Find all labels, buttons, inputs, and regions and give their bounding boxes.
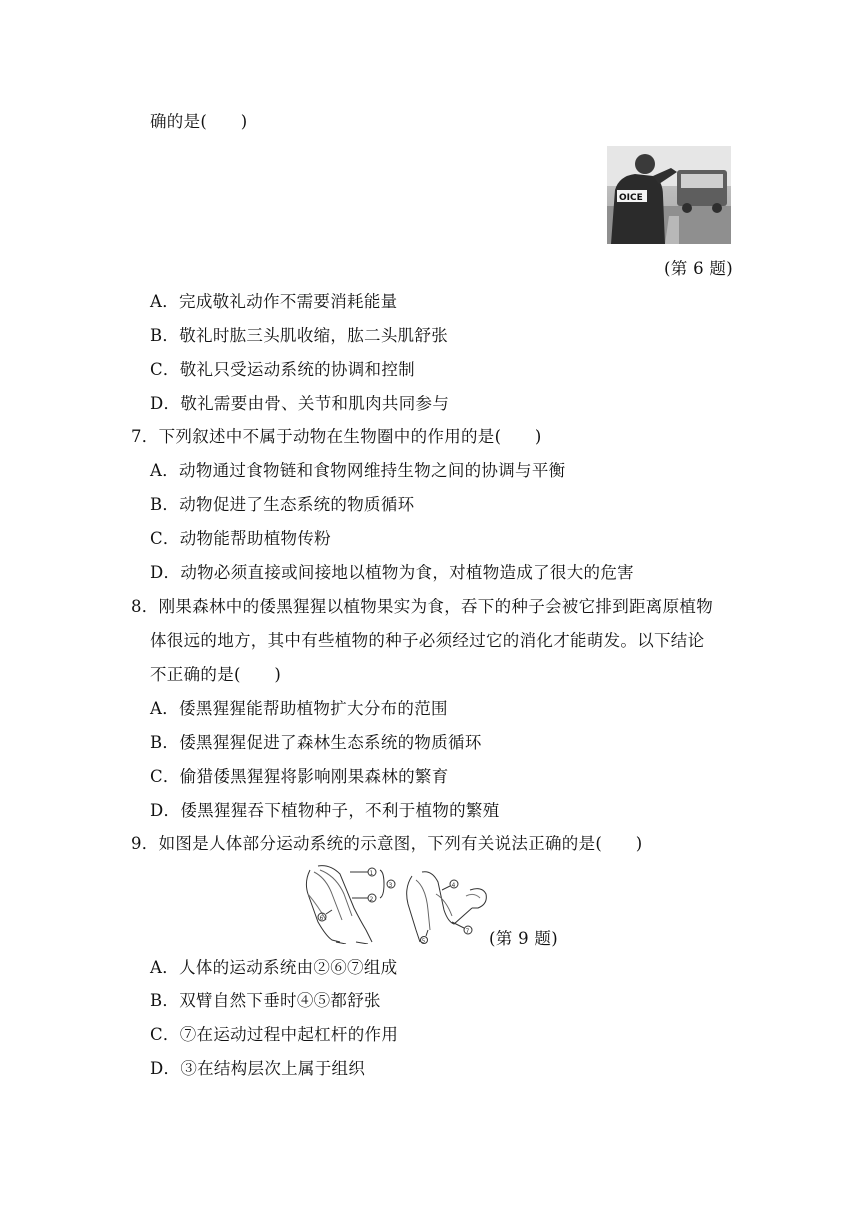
q6-option-b: B．敬礼时肱三头肌收缩，肱二头肌舒张: [150, 326, 449, 345]
police-salute-photo-image: [607, 146, 731, 244]
q8-option-d: D．倭黑猩猩吞下植物种子，不利于植物的繁殖: [150, 801, 500, 820]
q9-stem: 9．如图是人体部分运动系统的示意图，下列有关说法正确的是( ): [131, 834, 643, 853]
q6-figure-caption: (第 6 题): [664, 259, 733, 278]
q8-option-a: A．倭黑猩猩能帮助植物扩大分布的范围: [150, 699, 448, 718]
q7-option-d: D．动物必须直接或间接地以植物为食，对植物造成了很大的危害: [150, 563, 634, 582]
svg-text:2: 2: [369, 896, 374, 903]
police-salute-photo: [607, 146, 731, 244]
arm-muscle-diagram-drawing: [296, 860, 492, 944]
svg-text:4: 4: [451, 882, 456, 889]
q8-stem-line2: 体很远的地方，其中有些植物的种子必须经过它的消化才能萌发。以下结论: [150, 631, 705, 650]
svg-text:6: 6: [319, 915, 324, 922]
svg-text:3: 3: [388, 882, 393, 889]
q9-option-d: D．③在结构层次上属于组织: [150, 1059, 366, 1078]
q9-figure-caption: (第 9 题): [489, 929, 558, 948]
svg-text:5: 5: [421, 938, 426, 944]
q7-stem: 7．下列叙述中不属于动物在生物圈中的作用的是( ): [131, 427, 542, 446]
q6-stem-tail: 确的是( ): [150, 112, 248, 131]
q8-stem-line3: 不正确的是( ): [150, 665, 282, 684]
q7-option-a: A．动物通过食物链和食物网维持生物之间的协调与平衡: [150, 461, 566, 480]
q8-stem-line1: 8．刚果森林中的倭黑猩猩以植物果实为食，吞下的种子会被它排到距离原植物: [131, 597, 713, 616]
q8-option-b: B．倭黑猩猩促进了森林生态系统的物质循环: [150, 733, 482, 752]
q9-option-a: A．人体的运动系统由②⑥⑦组成: [150, 958, 398, 977]
svg-text:1: 1: [369, 870, 374, 877]
q7-option-c: C．动物能帮助植物传粉: [150, 529, 331, 548]
q6-option-d: D．敬礼需要由骨、关节和肌肉共同参与: [150, 394, 450, 413]
q9-option-b: B．双臂自然下垂时④⑤都舒张: [150, 991, 381, 1010]
q7-option-b: B．动物促进了生态系统的物质循环: [150, 495, 415, 514]
q6-option-c: C．敬礼只受运动系统的协调和控制: [150, 360, 415, 379]
q9-option-c: C．⑦在运动过程中起杠杆的作用: [150, 1025, 399, 1044]
q6-option-a: A．完成敬礼动作不需要消耗能量: [150, 292, 398, 311]
svg-text:7: 7: [465, 928, 470, 935]
q8-option-c: C．偷猎倭黑猩猩将影响刚果森林的繁育: [150, 767, 449, 786]
arm-muscle-diagram: [296, 860, 492, 944]
photo-vest-text: OICE: [619, 193, 643, 203]
